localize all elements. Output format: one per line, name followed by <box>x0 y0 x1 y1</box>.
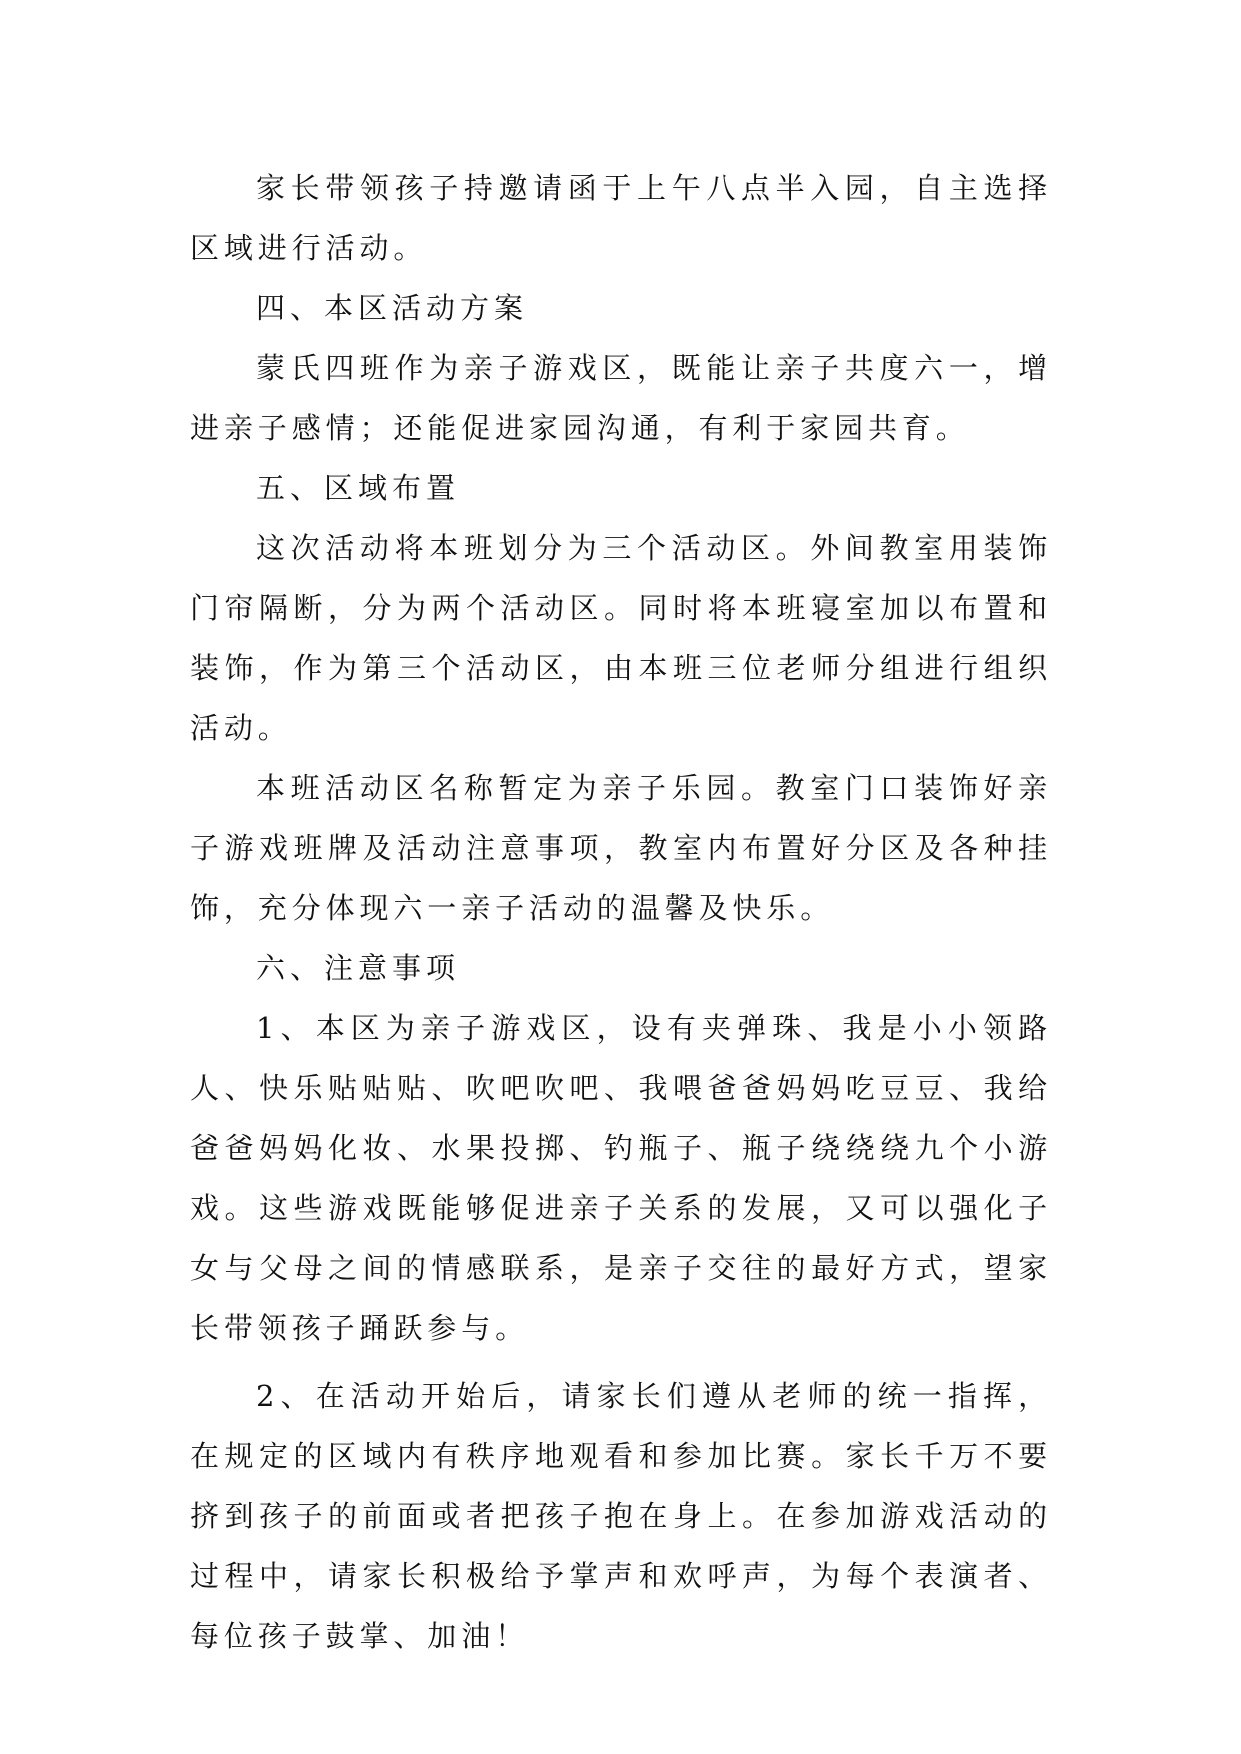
paragraph-area-division: 这次活动将本班划分为三个活动区。外间教室用装饰门帘隔断，分为两个活动区。同时将本班寝室加以布置和装饰，作为第三个活动区，由本班三位老师分组进行组织活动。 <box>190 531 1052 745</box>
paragraph-entry-activity: 家长带领孩子持邀请函于上午八点半入园，自主选择区域进行活动。 <box>190 171 1052 265</box>
paragraph-note-1: 1、本区为亲子游戏区，设有夹弹珠、我是小小领路人、快乐贴贴贴、吹吧吹吧、我喂爸爸妈妈吃豆豆、我给爸爸妈妈化妆、水果投掷、钓瓶子、瓶子绕绕绕九个小游戏。这些游戏既能够促进亲子关系的发展，又可以强化子女与父母之间的情感联系，是亲子交往的最好方式，望家长带领孩子踊跃参与。 <box>190 1011 1052 1345</box>
paragraph-activity-plan: 蒙氏四班作为亲子游戏区，既能让亲子共度六一，增进亲子感情；还能促进家园沟通，有利于家园共育。 <box>190 351 1052 445</box>
section-heading-notes: 六、注意事项 <box>256 951 461 985</box>
document-body <box>190 158 1052 1666</box>
paragraph-area-decoration: 本班活动区名称暂定为亲子乐园。教室门口装饰好亲子游戏班牌及活动注意事项，教室内布置好分区及各种挂饰，充分体现六一亲子活动的温馨及快乐。 <box>190 771 1052 925</box>
paragraph-note-2: 2、在活动开始后，请家长们遵从老师的统一指挥，在规定的区域内有秩序地观看和参加比赛。家长千万不要挤到孩子的前面或者把孩子抱在身上。在参加游戏活动的过程中，请家长积极给予掌声和欢呼声，为每个表演者、每位孩子鼓掌、加油！ <box>190 1379 1052 1653</box>
section-heading-area-layout: 五、区域布置 <box>256 471 461 505</box>
section-heading-activity-plan: 四、本区活动方案 <box>256 291 529 325</box>
